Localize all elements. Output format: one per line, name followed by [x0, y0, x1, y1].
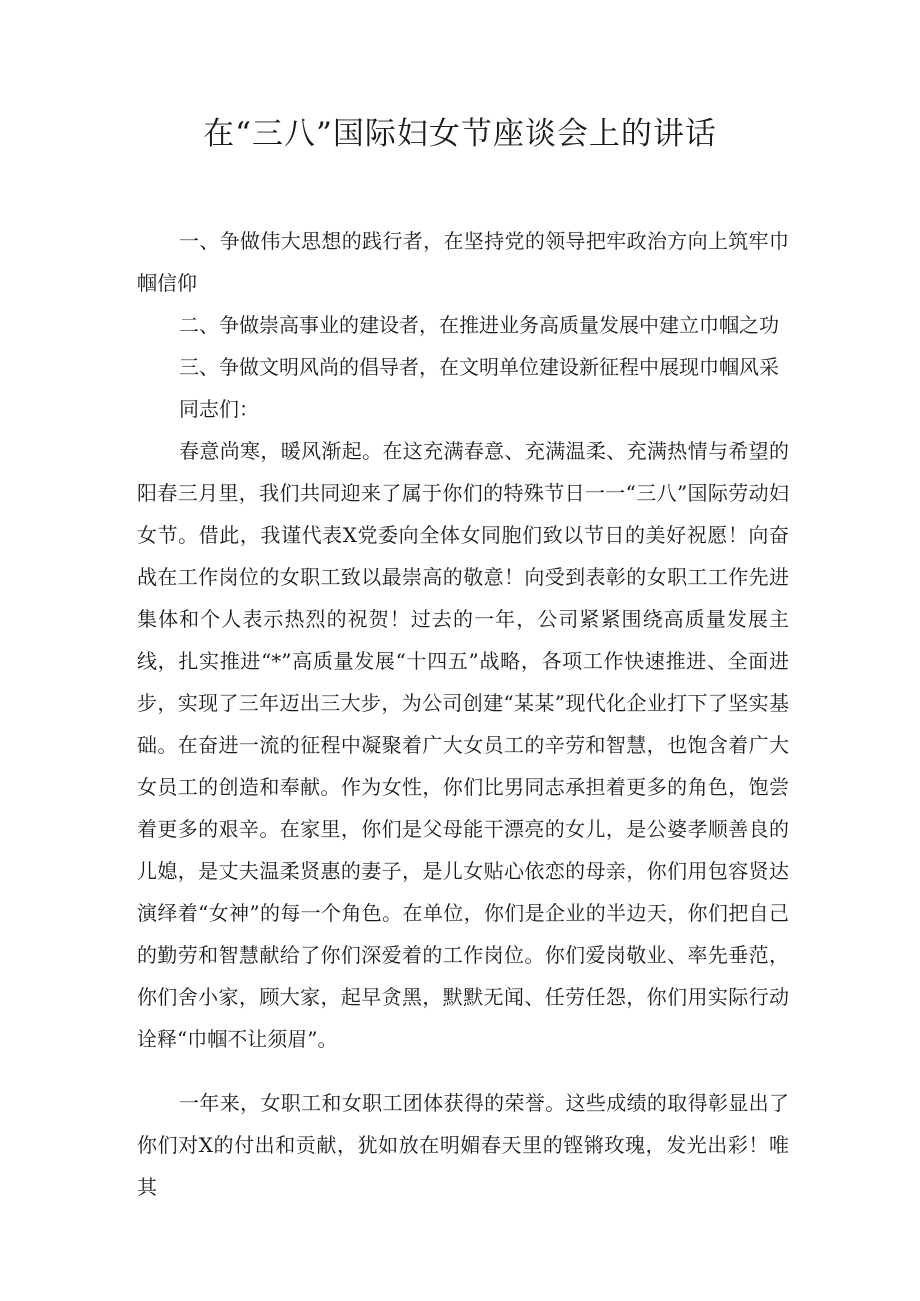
document-body: [137, 220, 789, 1208]
heading-one: 一、争做伟大思想的践行者，在坚持党的领导把牢政治方向上筑牢巾帼信仰: [137, 229, 789, 295]
body-paragraph: 一年来，女职工和女职工团体获得的荣誉。这些成绩的取得彰显出了你们对X的付出和贡献，犹如放在明媚春天里的铿锵玫瑰，发光出彩！唯其: [137, 1091, 789, 1199]
paragraph-gap: [137, 1060, 789, 1082]
salutation: 同志们：: [179, 397, 259, 421]
body-paragraph: 春意尚寒，暖风渐起。在这充满春意、充满温柔、充满热情与希望的阳春三月里，我们共同迎来了属于你们的特殊节日一一“三八”国际劳动妇女节。借此，我谨代表X党委向全体女同胞们致以节日的美好祝愿！向奋战在工作岗位的女职工致以最崇高的敬意！向受到表彰的女职工工作先进集体和个人表示热烈的祝贺！过去的一年，公司紧紧围绕高质量发展主线，扎实推进“*”高质量发展“十四五”战略，各项工作快速推进、全面进步，实现了三年迈出三大步，为公司创建“某某”现代化企业打下了坚实基础。在奋进一流的征程中凝聚着广大女员工的辛劳和智慧，也饱含着广大女员工的创造和奉献。作为女性，你们比男同志承担着更多的角色，饱尝着更多的艰辛。在家里，你们是父母能干漂亮的女儿，是公婆孝顺善良的儿媳，是丈夫温柔贤惠的妻子，是儿女贴心依恋的母亲，你们用包容贤达演绎着“女神”的每一个角色。在单位，你们是企业的半边天，你们把自己的勤劳和智慧献给了你们深爱着的工作岗位。你们爱岗敬业、率先垂范，你们舍小家，顾大家，起早贪黑，默默无闻、任劳任怨，你们用实际行动诠释“巾帼不让须眉”。: [137, 439, 789, 1051]
heading-two: 二、争做崇高事业的建设者，在推进业务高质量发展中建立巾帼之功: [179, 313, 779, 337]
heading-three: 三、争做文明风尚的倡导者，在文明单位建设新征程中展现巾帼风采: [179, 355, 779, 379]
document-title: 在“三八”国际妇女节座谈会上的讲话: [203, 116, 717, 152]
